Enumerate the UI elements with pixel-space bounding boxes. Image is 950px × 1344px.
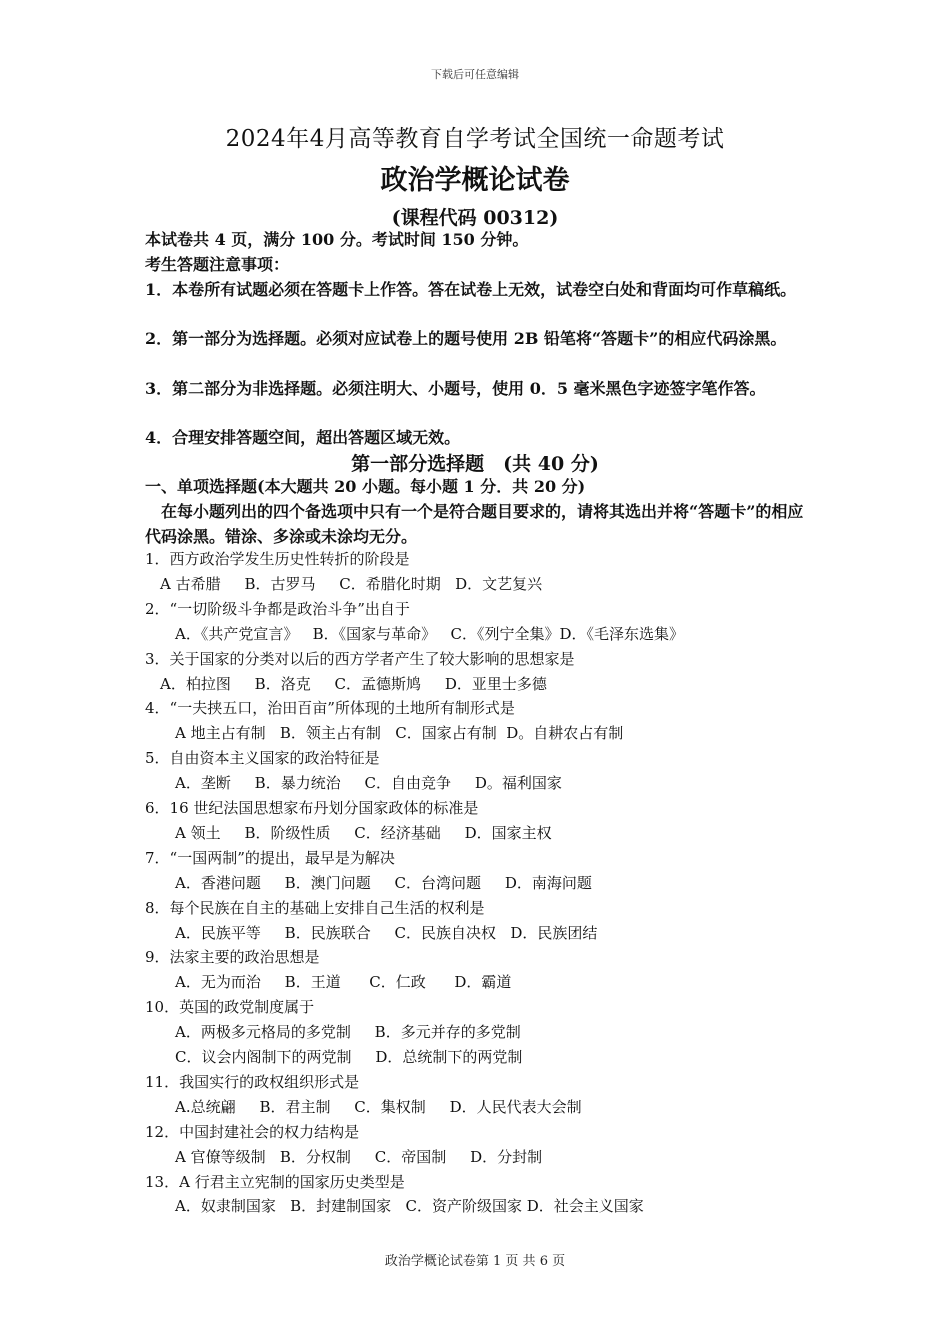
question-stem: 5．自由资本主义国家的政治特征是 [145,749,380,768]
question-options: A．柏拉图 B．洛克 C．孟德斯鸠 D．亚里士多德 [160,674,547,693]
question-options: A．无为而治 B．王道 C．仁政 D．霸道 [175,973,512,992]
question-stem: 7．“一国两制”的提出，最早是为解决 [145,848,395,867]
intro-rule-2: 2．第一部分为选择题。必须对应试卷上的题号使用 2B 铅笔将“答题卡”的相应代码涂黑。 [145,329,787,348]
intro-rule-3: 3．第二部分为非选择题。必须注明大、小题号，使用 0．5 毫米黑色字迹签字笔作答。 [145,379,766,398]
question-options: A 领土 B．阶级性质 C．经济基础 D．国家主权 [175,823,552,842]
question-options: A．奴隶制国家 B．封建制国家 C．资产阶级国家 D．社会主义国家 [175,1197,644,1216]
question-stem: 6．16 世纪法国思想家布丹划分国家政体的标准是 [145,799,479,817]
section-title: 一、单项选择题(本大题共 20 小题。每小题 1 分．共 20 分) [145,477,586,496]
question-options: A．香港问题 B．澳门问题 C．台湾问题 D．南海问题 [175,873,592,892]
question-options: A．垄断 B．暴力统治 C．自由竞争 D。福利国家 [175,774,562,793]
question-stem: 3．关于国家的分类对以后的西方学者产生了较大影响的思想家是 [145,649,575,668]
question-options: A 古希腊 B．古罗马 C．希腊化时期 D．文艺复兴 [160,574,543,593]
question-options: A．两极多元格局的多党制 B．多元并存的多党制 [175,1023,521,1042]
question-stem: 4．“一夫挟五口，治田百亩”所体现的土地所有制形式是 [145,699,515,718]
question-options: A 官僚等级制 B．分权制 C．帝国制 D．分封制 [175,1147,543,1166]
exam-title: 2024年4月高等教育自学考试全国统一命题考试 [225,126,725,152]
question-options: A 地主占有制 B．领主占有制 C．国家占有制 D。自耕农占有制 [175,724,624,743]
question-options: C．议会内阁制下的两党制 D．总统制下的两党制 [175,1048,523,1066]
question-options: A．《共产党宣言》 B．《国家与革命》 C．《列宁全集》D．《毛泽东选集》 [175,624,684,643]
question-stem: 12．中国封建社会的权力结构是 [145,1122,360,1141]
question-options: A．民族平等 B．民族联合 C．民族自决权 D．民族团结 [175,923,598,942]
question-stem: 13．A 行君主立宪制的国家历史类型是 [145,1172,405,1191]
question-options: A.总统翩 B．君主制 C．集权制 D．人民代表大会制 [175,1097,582,1116]
intro-rule-4: 4．合理安排答题空间，超出答题区域无效。 [145,428,461,447]
question-stem: 2．“一切阶级斗争都是政治斗争”出自于 [145,599,410,618]
question-stem: 8．每个民族在自主的基础上安排自己生活的权利是 [145,898,485,917]
paper-title: 政治学概论试卷 [380,165,570,196]
intro-rule-1: 1．本卷所有试题必须在答题卡上作答。答在试卷上无效，试卷空白处和背面均可作草稿纸。 [145,280,797,299]
question-stem: 11．我国实行的政权组织形式是 [145,1072,360,1091]
intro-line-2: 考生答题注意事项： [145,255,290,274]
question-stem: 9．法家主要的政治思想是 [145,948,320,967]
question-stem: 10．英国的政党制度属于 [145,998,315,1017]
section-instruction: 在每小题列出的四个备选项中只有一个是符合题目要求的，请将其选出并将“答题卡”的相应代码涂黑。错涂、多涂或未涂均无分。 [145,502,804,546]
course-code: (课程代码 00312) [391,207,559,229]
part-title: 第一部分选择题 (共 40 分) [351,453,599,475]
question-stem: 1．西方政治学发生历史性转折的阶段是 [145,550,410,568]
page-footer: 政治学概论试卷第 1 页 共 6 页 [384,1254,566,1269]
intro-line-1: 本试卷共 4 页，满分 100 分。考试时间 150 分钟。 [145,230,529,249]
header-note: 下载后可任意编辑 [431,68,519,81]
